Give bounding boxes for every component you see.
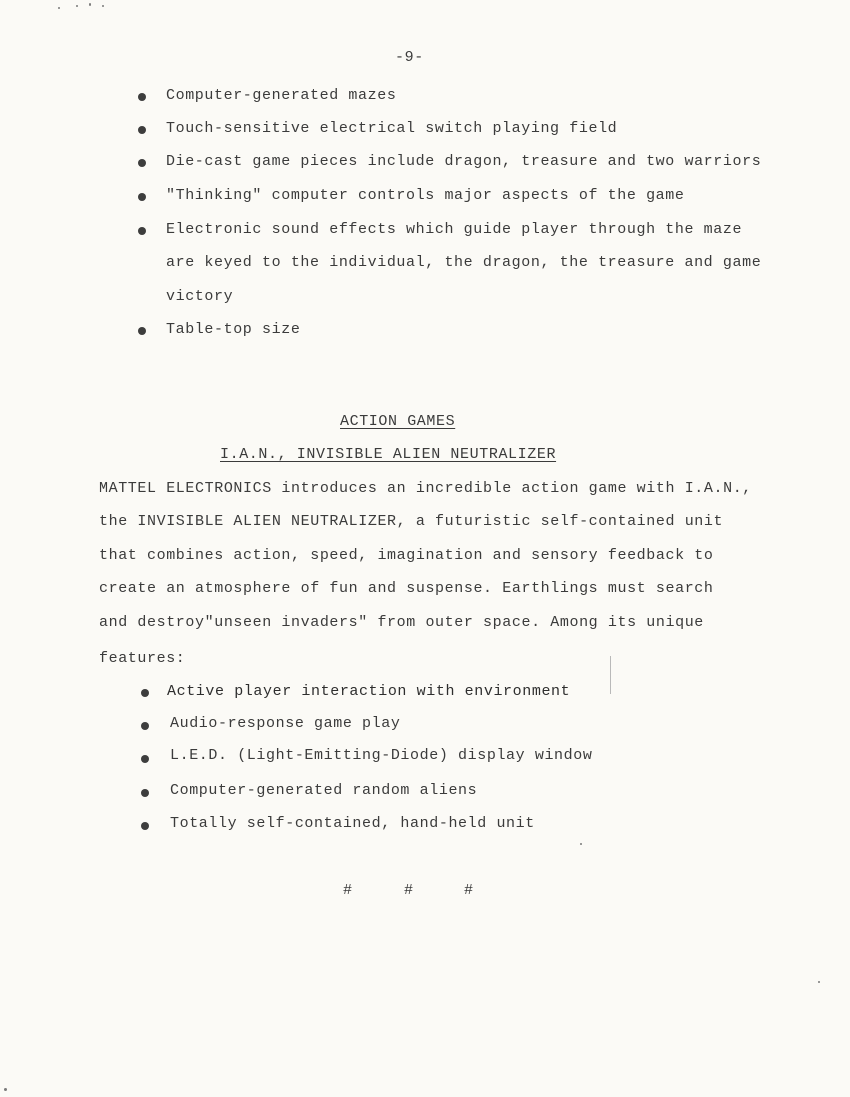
- list-item: Table-top size: [166, 321, 301, 338]
- list-item-line: Electronic sound effects which guide player through the maze: [166, 221, 743, 238]
- list-item: Active player interaction with environment: [167, 683, 571, 700]
- paragraph-line: create an atmosphere of fun and suspense. Earthlings must search: [99, 580, 714, 597]
- paragraph-line: that combines action, speed, imagination and sensory feedback to: [99, 547, 714, 564]
- scan-speck: [102, 5, 104, 7]
- section-heading: ACTION GAMES: [340, 413, 456, 430]
- product-heading: I.A.N., INVISIBLE ALIEN NEUTRALIZER: [220, 446, 557, 463]
- list-item-line: victory: [166, 288, 234, 305]
- bullet-icon: [141, 822, 149, 830]
- scan-mark: [610, 656, 611, 694]
- scan-speck: [58, 7, 60, 9]
- scan-speck: [76, 5, 78, 7]
- page-number: -9-: [395, 49, 424, 66]
- list-item: Computer-generated mazes: [166, 87, 397, 104]
- paragraph-line: the INVISIBLE ALIEN NEUTRALIZER, a futuristic self-contained unit: [99, 513, 724, 530]
- scan-speck: [4, 1088, 7, 1091]
- paragraph-line: and destroy"unseen invaders" from outer space. Among its unique: [99, 614, 704, 631]
- bullet-icon: [138, 159, 146, 167]
- list-item: Touch-sensitive electrical switch playing field: [166, 120, 618, 137]
- list-item: L.E.D. (Light-Emitting-Diode) display window: [170, 747, 593, 764]
- scan-speck: [818, 981, 820, 983]
- bullet-icon: [138, 126, 146, 134]
- bullet-icon: [138, 327, 146, 335]
- paragraph-line: MATTEL ELECTRONICS introduces an incredible action game with I.A.N.,: [99, 480, 752, 497]
- end-mark: #: [343, 882, 353, 899]
- bullet-icon: [138, 193, 146, 201]
- list-item: Totally self-contained, hand-held unit: [170, 815, 535, 832]
- list-item: Audio-response game play: [170, 715, 401, 732]
- scan-speck: [580, 843, 582, 845]
- scan-speck: [89, 3, 91, 6]
- bullet-icon: [138, 227, 146, 235]
- bullet-icon: [141, 722, 149, 730]
- bullet-icon: [141, 689, 149, 697]
- bullet-icon: [141, 789, 149, 797]
- end-mark: #: [404, 882, 414, 899]
- bullet-icon: [141, 755, 149, 763]
- list-item: Die-cast game pieces include dragon, treasure and two warriors: [166, 153, 762, 170]
- list-item: Computer-generated random aliens: [170, 782, 478, 799]
- list-item: "Thinking" computer controls major aspects of the game: [166, 187, 685, 204]
- bullet-icon: [138, 93, 146, 101]
- end-mark: #: [464, 882, 474, 899]
- list-item-line: are keyed to the individual, the dragon, the treasure and game: [166, 254, 762, 271]
- paragraph-line: features:: [99, 650, 186, 667]
